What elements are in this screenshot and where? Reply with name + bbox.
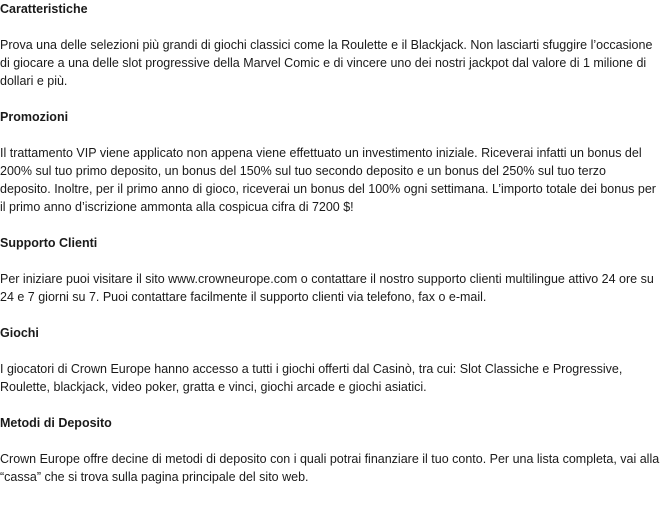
section-caratteristiche bbox=[0, 0, 660, 108]
section-paragraph: Il trattamento VIP viene applicato non appena viene effettuato un investimento iniziale. Riceverai infatti un bonus del 200% sul tuo primo deposito, un bonus del 150% sul tuo secondo deposito e un bonus del 250% sul tuo terzo deposito. Inoltre, per il primo anno di gioco, riceverai un bonus del 100% ogni settimana. L’importo totale dei bonus per il primo anno d’iscrizione ammonta alla cospicua cifra di 7200 $! bbox=[0, 146, 656, 214]
section-paragraph: Crown Europe offre decine di metodi di deposito con i quali potrai finanziare il tuo conto. Per una lista completa, vai alla “cassa” che si trova sulla pagina principale del sito web. bbox=[0, 452, 660, 484]
section-heading: Metodi di Deposito bbox=[0, 416, 112, 430]
section-promozioni bbox=[0, 108, 660, 234]
section-paragraph: Per iniziare puoi visitare il sito www.crowneurope.com o contattare il nostro supporto clienti multilingue attivo 24 ore su 24 e 7 giorni su 7. Puoi contattare facilmente il supporto clienti via telefono, fax o e-mail. bbox=[0, 272, 654, 304]
section-supporto-clienti bbox=[0, 234, 660, 324]
section-paragraph: I giocatori di Crown Europe hanno accesso a tutti i giochi offerti dal Casinò, tra cui: Slot Classiche e Progressive, Roulette, blackjack, video poker, gratta e vinci, giochi arcade e giochi asiatici. bbox=[0, 362, 623, 394]
section-heading: Supporto Clienti bbox=[0, 236, 98, 250]
section-heading: Giochi bbox=[0, 326, 39, 340]
section-metodi-di-deposito bbox=[0, 414, 660, 486]
section-heading: Caratteristiche bbox=[0, 2, 88, 16]
section-paragraph: Prova una delle selezioni più grandi di giochi classici come la Roulette e il Blackjack. Non lasciarti sfuggire l’occasione di giocare a una delle slot progressive della Marvel Comic e di vincere uno dei nostri jackpot dal valore di 1 milione di dollari e più. bbox=[0, 38, 653, 88]
section-heading: Promozioni bbox=[0, 110, 69, 124]
section-giochi bbox=[0, 324, 660, 414]
